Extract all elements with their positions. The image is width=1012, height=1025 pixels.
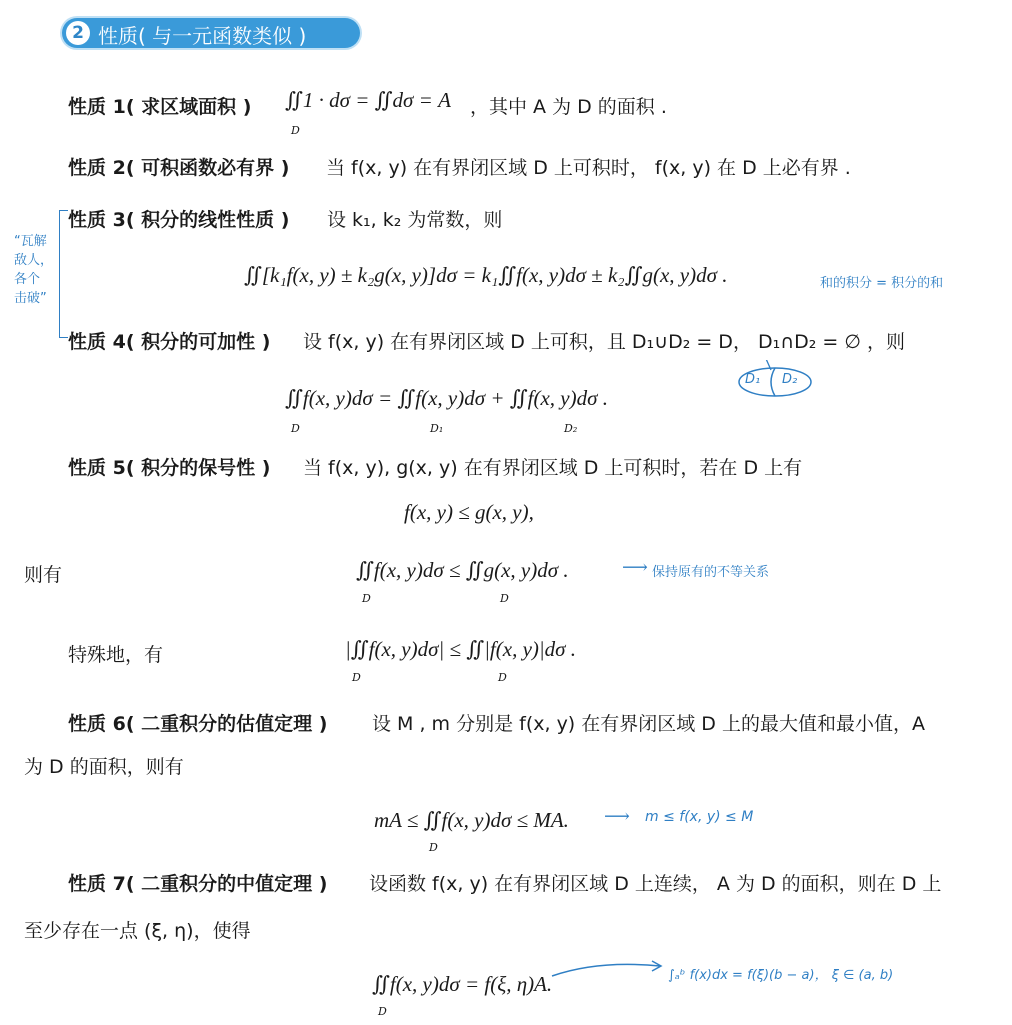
property-7-sub-d: D xyxy=(378,1005,387,1018)
curved-arrow-icon xyxy=(548,958,668,980)
property-4-sub-d2: D₂ xyxy=(564,422,578,435)
property-4-label: 性质 4( 积分的可加性 ) xyxy=(68,331,271,353)
property-2-text: 当 f(x, y) 在有界闭区域 D 上可积时， f(x, y) 在 D 上必有界 . xyxy=(326,157,851,179)
diagram-label-d2: D₂ xyxy=(782,372,798,387)
property-5-sub-d: D xyxy=(362,592,371,605)
margin-note-line: 击破” xyxy=(14,291,47,306)
property-5-special: 特殊地，有 xyxy=(68,644,164,666)
margin-note xyxy=(14,232,58,308)
arrow-icon: ⟶ xyxy=(622,557,648,578)
property-7-text: 设函数 f(x, y) 在有界闭区域 D 上连续， A 为 D 的面积，则在 D 上 xyxy=(369,873,942,895)
property-1-sub: D xyxy=(291,124,300,137)
property-1-label: 性质 1( 求区域面积 ) xyxy=(68,96,252,118)
property-4-formula: ∬f(x, y)dσ = ∬f(x, y)dσ + ∬f(x, y)dσ . xyxy=(285,386,608,410)
property-3-note: 和的积分 = 积分的和 xyxy=(820,276,944,291)
section-title: 性质( 与一元函数类似 ) xyxy=(98,24,307,48)
property-5-label: 性质 5( 积分的保号性 ) xyxy=(68,457,271,479)
property-5-sub-d: D xyxy=(498,671,507,684)
property-2-label: 性质 2( 可积函数必有界 ) xyxy=(68,157,290,179)
property-7-note: ∫ₐᵇ f(x)dx = f(ξ)(b − a)， ξ ∈ (a, b) xyxy=(668,968,894,983)
property-7-label: 性质 7( 二重积分的中值定理 ) xyxy=(68,873,328,895)
arrow-icon: ⟶ xyxy=(604,806,630,827)
property-6-note: m ≤ f(x, y) ≤ M xyxy=(645,809,754,825)
property-1-formula: ∬1 · dσ = ∬dσ = A xyxy=(285,88,451,112)
property-1-rest: ，其中 A 为 D 的面积 . xyxy=(470,96,667,118)
property-3-label: 性质 3( 积分的线性性质 ) xyxy=(68,209,290,231)
margin-note-line: 各个 xyxy=(14,272,41,287)
property-4-sub-d: D xyxy=(291,422,300,435)
property-6-formula: mA ≤ ∬f(x, y)dσ ≤ MA. xyxy=(374,808,569,832)
margin-bracket xyxy=(59,210,68,338)
property-5-then: 则有 xyxy=(24,564,63,586)
property-7-text-2: 至少存在一点 (ξ, η)，使得 xyxy=(24,920,251,942)
diagram-label-d1: D₁ xyxy=(745,372,761,387)
property-7-formula: ∬f(x, y)dσ = f(ξ, η)A. xyxy=(372,972,553,996)
property-5-text: 当 f(x, y), g(x, y) 在有界闭区域 D 上可积时，若在 D 上有 xyxy=(303,457,803,479)
property-6-text: 设 M , m 分别是 f(x, y) 在有界闭区域 D 上的最大值和最小值，A xyxy=(372,713,925,735)
property-5-condition: f(x, y) ≤ g(x, y), xyxy=(404,500,534,524)
property-5-formula: ∬f(x, y)dσ ≤ ∬g(x, y)dσ . xyxy=(356,558,569,582)
property-3-formula: ∬[k₁f(x, y) ± k₂g(x, y)]dσ = k₁∬f(x, y)dσ ± k₂∬g(x, y)dσ . xyxy=(244,263,728,287)
property-5-sub-d: D xyxy=(352,671,361,684)
property-5-note: 保持原有的不等关系 xyxy=(652,565,770,580)
property-5-formula-2: |∬f(x, y)dσ| ≤ ∬|f(x, y)|dσ . xyxy=(345,637,577,661)
property-4-text: 设 f(x, y) 在有界闭区域 D 上可积，且 D₁∪D₂ = D， D₁∩D₂ = ∅ ，则 xyxy=(303,331,905,353)
section-header xyxy=(62,18,360,48)
section-number-badge: 2 xyxy=(66,21,90,45)
property-3-text: 设 k₁, k₂ 为常数，则 xyxy=(327,209,503,231)
property-4-sub-d1: D₁ xyxy=(430,422,444,435)
property-6-label: 性质 6( 二重积分的估值定理 ) xyxy=(68,713,328,735)
property-5-sub-d: D xyxy=(500,592,509,605)
property-6-text-2: 为 D 的面积，则有 xyxy=(24,756,184,778)
property-6-sub-d: D xyxy=(429,841,438,854)
margin-note-line: “瓦解 xyxy=(14,234,47,249)
margin-note-line: 敌人， xyxy=(14,253,54,268)
